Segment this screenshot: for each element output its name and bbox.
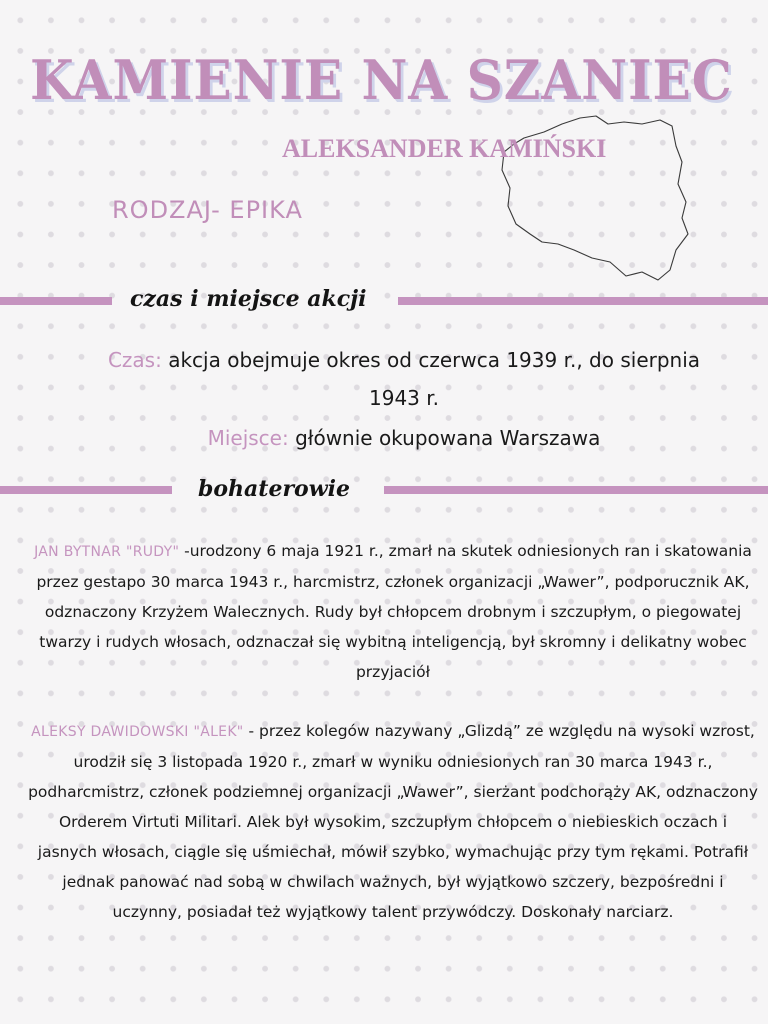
divider-left-2 (0, 486, 172, 494)
section-title-heroes: bohaterowie (198, 476, 351, 502)
place-line (40, 426, 768, 450)
place-label: Miejsce: (207, 426, 289, 450)
divider-left-1 (0, 297, 112, 305)
section-title-time-place: czas i miejsce akcji (130, 286, 367, 312)
time-label: Czas: (107, 348, 162, 372)
hero-name-rudy: JAN BYTNAR "RUDY" (34, 544, 180, 560)
time-text-2: 1943 r. (369, 386, 439, 410)
hero-name-alek: ALEKSY DAWIDOWSKI "ALEK" (31, 724, 244, 740)
author-name: ALEKSANDER KAMIŃSKI (282, 134, 607, 163)
divider-right-1 (398, 297, 768, 305)
hero-description-alek: - przez kolegów nazywany „Glizdą” ze względu na wysoki wzrost, urodził się 3 listopada 1920 r., zmarł w wyniku odniesionych ran 30 marca 1943 r., podharcmistrz, członek podziemnej organizacji „Wawer”, sierżant podchorąży AK, odznaczony Orderem Virtuti Militari. Alek był wysokim, szczupłym chłopcem o niebieskich oczach i jasnych włosach, ciągle się uśmiechał, mówił szybko, wymachując przy tym rękami. Potrafił jednak panować nad sobą w chwilach ważnych, był wyjątkowo szczery, bezpośredni i uczynny, posiadał też wyjątkowy talent przywódczy. Doskonały narciarz. (28, 722, 758, 921)
time-line-1 (40, 348, 768, 372)
hero-paragraph-alek (28, 716, 758, 927)
place-text: głównie okupowana Warszawa (288, 426, 601, 450)
time-line-2 (40, 386, 768, 410)
hero-description-rudy: -urodzony 6 maja 1921 r., zmarł na skutek odniesionych ran i skatowania przez gestapo 30 marca 1943 r., harcmistrz, członek organizacji „Wawer”, podporucznik AK, odznaczony Krzyżem Walecznych. Rudy był chłopcem drobnym i szczupłym, o piegowatej twarzy i rudych włosach, odznaczał się wybitną inteligencją, był skromny i delikatny wobec przyjaciół (36, 542, 752, 681)
time-text-1: akcja obejmuje okres od czerwca 1939 r., do sierpnia (161, 348, 701, 372)
page-title: KAMIENIE NA SZANIEC (30, 48, 733, 112)
genre-label: RODZAJ- EPIKA (112, 196, 303, 224)
hero-paragraph-rudy (28, 536, 758, 687)
divider-right-2 (384, 486, 768, 494)
